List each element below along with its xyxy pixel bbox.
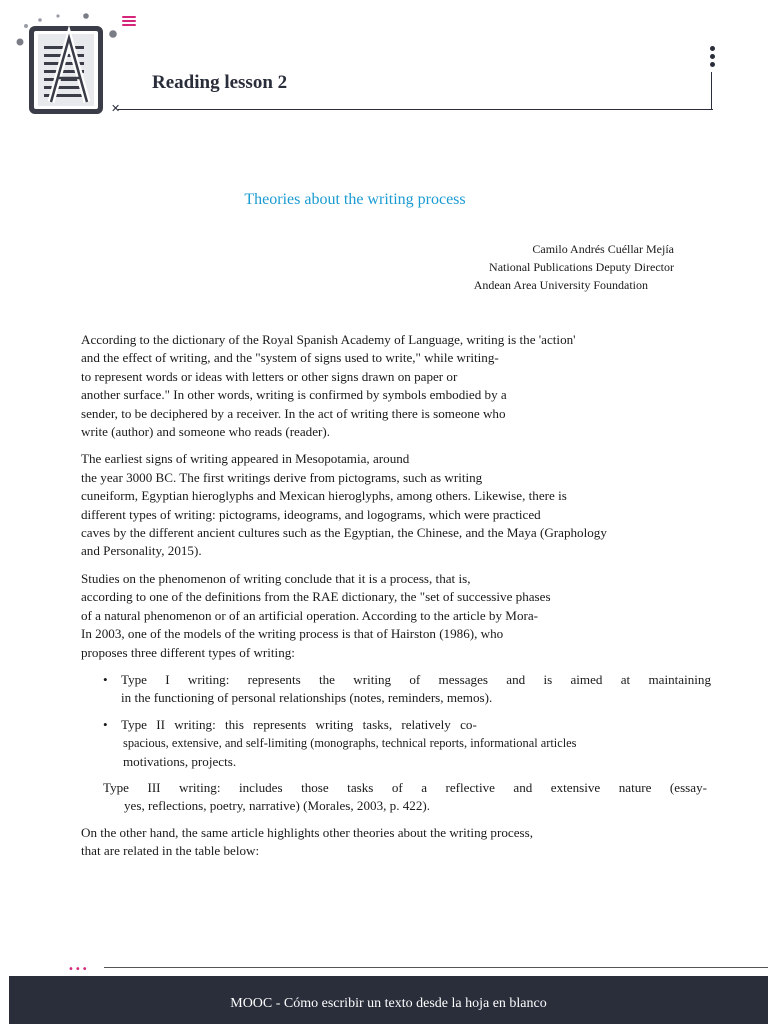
list-item-line: Type III writing: includes those tasks of a reflective and extensive nature (essay- <box>103 779 707 795</box>
text-line: sender, to be deciphered by a receiver. In the act of writing there is someone who <box>81 405 506 421</box>
list-item-line: yes, reflections, poetry, narrative) (Morales, 2003, p. 422). <box>124 798 431 814</box>
text-line: Studies on the phenomenon of writing conclude that it is a process, that is, <box>81 570 471 586</box>
list-item <box>103 716 711 771</box>
document-body <box>81 331 711 870</box>
footer-dots-icon: ••• <box>68 964 89 975</box>
header-divider-vertical <box>711 72 712 110</box>
document-title: Theories about the writing process <box>244 191 466 208</box>
text-line: of a natural phenomenon or of an artificial operation. According to the article by Mora- <box>81 607 539 623</box>
text-line: write (author) and someone who reads (reader). <box>81 424 331 440</box>
header-divider <box>118 109 713 110</box>
lesson-title: Reading lesson 2 <box>152 72 288 93</box>
type-three-item <box>103 779 707 816</box>
text-line: the year 3000 BC. The first writings derive from pictograms, such as writing <box>81 469 483 485</box>
list-item-line: motivations, projects. <box>123 753 237 769</box>
author-block <box>474 240 674 294</box>
text-line: according to one of the definitions from the RAE dictionary, the "set of successive phases <box>81 589 551 605</box>
text-line: and the effect of writing, and the "system of signs used to write," while writing- <box>81 350 499 366</box>
author-institution: Andean Area University Foundation <box>473 278 648 292</box>
text-line: and Personality, 2015). <box>81 543 202 559</box>
paragraph-history <box>81 450 711 560</box>
text-line: According to the dictionary of the Royal Spanish Academy of Language, writing is the 'action' <box>81 332 576 347</box>
text-line: cuneiform, Egyptian hieroglyphs and Mexican hieroglyphs, among others. Likewise, there is <box>81 488 567 504</box>
kebab-menu-icon[interactable] <box>707 46 717 72</box>
text-line: that are related in the table below: <box>81 843 260 859</box>
text-line: In 2003, one of the models of the writing process is that of Hairston (1986), who <box>81 626 504 642</box>
text-line: caves by the different ancient cultures such as the Egyptian, the Chinese, and the Maya (Graphology <box>81 525 607 541</box>
bullet-marker: • <box>103 716 108 732</box>
author-position: National Publications Deputy Director <box>489 260 674 274</box>
author-name: Camilo Andrés Cuéllar Mejía <box>532 242 674 256</box>
list-item-line: in the functioning of personal relationships (notes, reminders, memos). <box>121 690 493 706</box>
paragraph-definition <box>81 331 711 441</box>
text-line: proposes three different types of writing: <box>81 644 295 660</box>
text-line: The earliest signs of writing appeared in Mesopotamia, around <box>81 451 410 467</box>
close-icon[interactable]: ✕ <box>111 102 121 115</box>
list-item-line: spacious, extensive, and self-limiting (monographs, technical reports, informational articles <box>123 736 577 751</box>
paragraph-closing <box>81 824 711 861</box>
footer-divider <box>104 967 768 968</box>
writing-types-list <box>103 671 711 771</box>
hamburger-menu-icon[interactable] <box>122 16 136 30</box>
list-item-line: Type II writing: this represents writing tasks, relatively co- <box>121 716 477 732</box>
list-item <box>103 671 711 708</box>
text-line: another surface." In other words, writing is confirmed by symbols embodied by a <box>81 387 507 403</box>
bullet-marker: • <box>103 671 108 687</box>
document-reading-logo-icon <box>14 12 120 120</box>
text-line: to represent words or ideas with letters or other signs drawn on paper or <box>81 368 458 384</box>
text-line: On the other hand, the same article highlights other theories about the writing process, <box>81 824 533 840</box>
footer-course-title: MOOC - Cómo escribir un texto desde la hoja en blanco <box>230 996 547 1011</box>
list-item-line: Type I writing: represents the writing of messages and is aimed at maintaining <box>121 671 711 687</box>
paragraph-process <box>81 570 711 662</box>
text-line: different types of writing: pictograms, ideograms, and logograms, which were practiced <box>81 506 541 522</box>
